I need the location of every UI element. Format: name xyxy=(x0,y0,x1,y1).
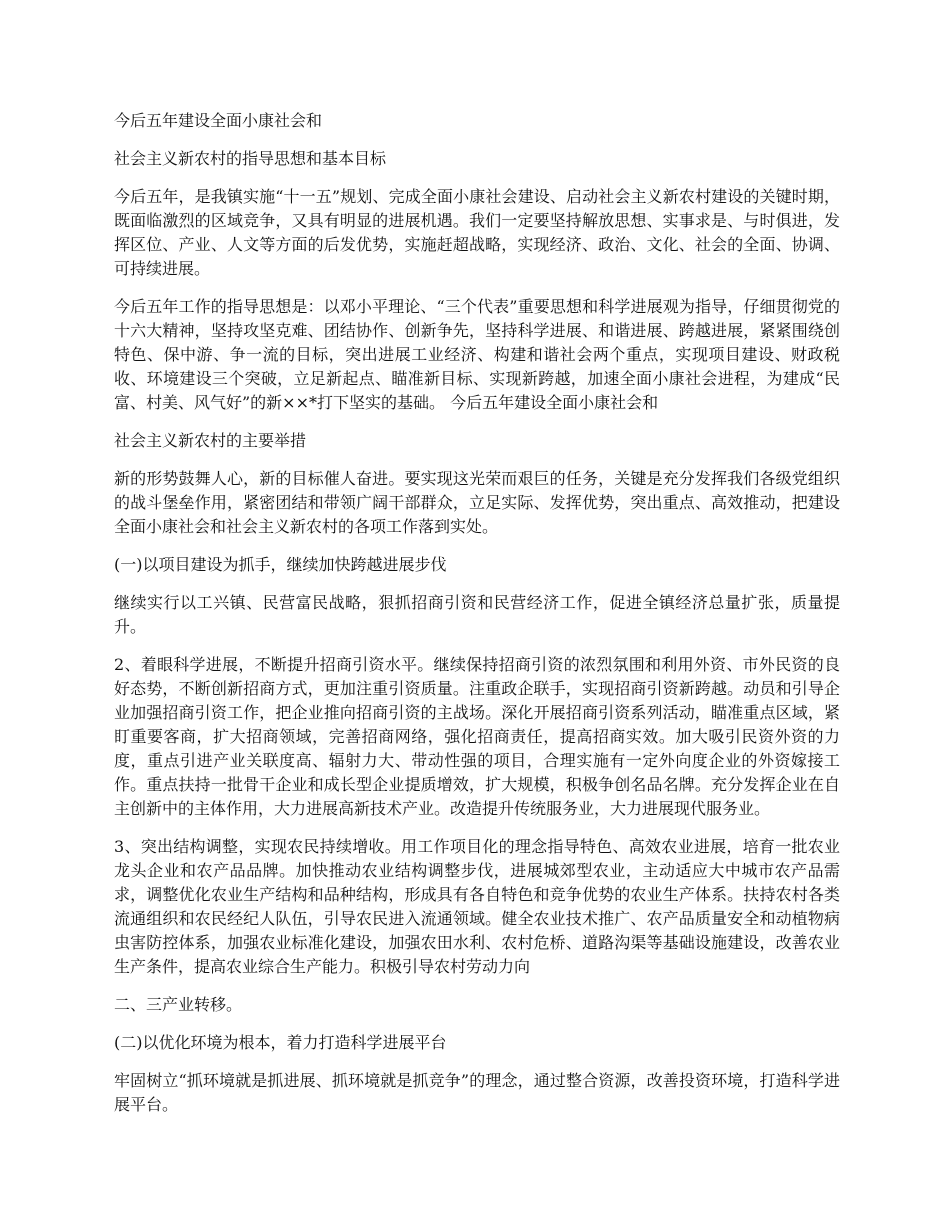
heading-line: 社会主义新农村的主要举措 xyxy=(114,431,307,450)
paragraph: 3、突出结构调整，实现农民持续增收。用工作项目化的理念指导特色、高效农业进展，培育一批农业龙头企业和农产品品牌。加快推动农业结构调整步伐，进展城郊型农业，主动适应大中城市农产品需求，调整优化农业生产结构和品种结构，形成具有各自特色和竞争优势的农业生产体系。扶持农村各类流通组织和农民经纪人队伍，引导农民进入流通领域。健全农业技术推广、农产品质量安全和动植物病虫害防控体系，加强农业标准化建设，加强农田水利、农村危桥、道路沟渠等基础设施建设，改善农业生产条件，提高农业综合生产能力。积极引导农村劳动力向 xyxy=(114,837,840,976)
paragraph: 继续实行以工兴镇、民营富民战略，狠抓招商引资和民营经济工作，促进全镇经济总量扩张，质量提升。 xyxy=(114,593,840,636)
document-body xyxy=(114,109,840,1131)
paragraph: 二、三产业转移。 xyxy=(114,995,243,1014)
section-heading: (二)以优化环境为根本，着力打造科学进展平台 xyxy=(114,1033,447,1052)
paragraph: 今后五年，是我镇实施“十一五”规划、完成全面小康社会建设、启动社会主义新农村建设的关键时期，既面临激烈的区域竞争，又具有明显的进展机遇。我们一定要坚持解放思想、实事求是、与时俱进，发挥区位、产业、人文等方面的后发优势，实施赶超战略，实现经济、政治、文化、社会的全面、协调、可持续进展。 xyxy=(114,187,840,278)
heading-line-2: 社会主义新农村的指导思想和基本目标 xyxy=(114,149,387,168)
section-heading: (一)以项目建设为抓手，继续加快跨越进展步伐 xyxy=(114,555,447,574)
paragraph: 2、着眼科学进展，不断提升招商引资水平。继续保持招商引资的浓烈氛围和利用外资、市外民资的良好态势，不断创新招商方式，更加注重引资质量。注重政企联手，实现招商引资新跨越。动员和引导企业加强招商引资工作，把企业推向招商引资的主战场。深化开展招商引资系列活动，瞄准重点区域，紧盯重要客商，扩大招商领域，完善招商网络，强化招商责任，提高招商实效。加大吸引民资外资的力度，重点引进产业关联度高、辐射力大、带动性强的项目，合理实施有一定外向度企业的外资嫁接工作。重点扶持一批骨干企业和成长型企业提质增效，扩大规模，积极争创名品名牌。充分发挥企业在自主创新中的主体作用，大力进展高新技术产业。改造提升传统服务业，大力进展现代服务业。 xyxy=(114,655,840,818)
heading-line-1: 今后五年建设全面小康社会和 xyxy=(114,111,323,130)
paragraph: 牢固树立“抓环境就是抓进展、抓环境就是抓竞争”的理念，通过整合资源，改善投资环境，打造科学进展平台。 xyxy=(114,1071,840,1114)
paragraph: 今后五年工作的指导思想是：以邓小平理论、“三个代表”重要思想和科学进展观为指导，仔细贯彻党的十六大精神，坚持攻坚克难、团结协作、创新争先，坚持科学进展、和谐进展、跨越进展，紧紧围绕创特色、保中游、争一流的目标，突出进展工业经济、构建和谐社会两个重点，实现项目建设、财政税收、环境建设三个突破，立足新起点、瞄准新目标、实现新跨越，加速全面小康社会进程，为建成“民富、村美、风气好”的新××*打下坚实的基础。 今后五年建设全面小康社会和 xyxy=(114,297,840,412)
paragraph: 新的形势鼓舞人心，新的目标催人奋进。要实现这光荣而艰巨的任务，关键是充分发挥我们各级党组织的战斗堡垒作用，紧密团结和带领广阔干部群众，立足实际、发挥优势，突出重点、高效推动，把建设全面小康社会和社会主义新农村的各项工作落到实处。 xyxy=(114,469,840,536)
